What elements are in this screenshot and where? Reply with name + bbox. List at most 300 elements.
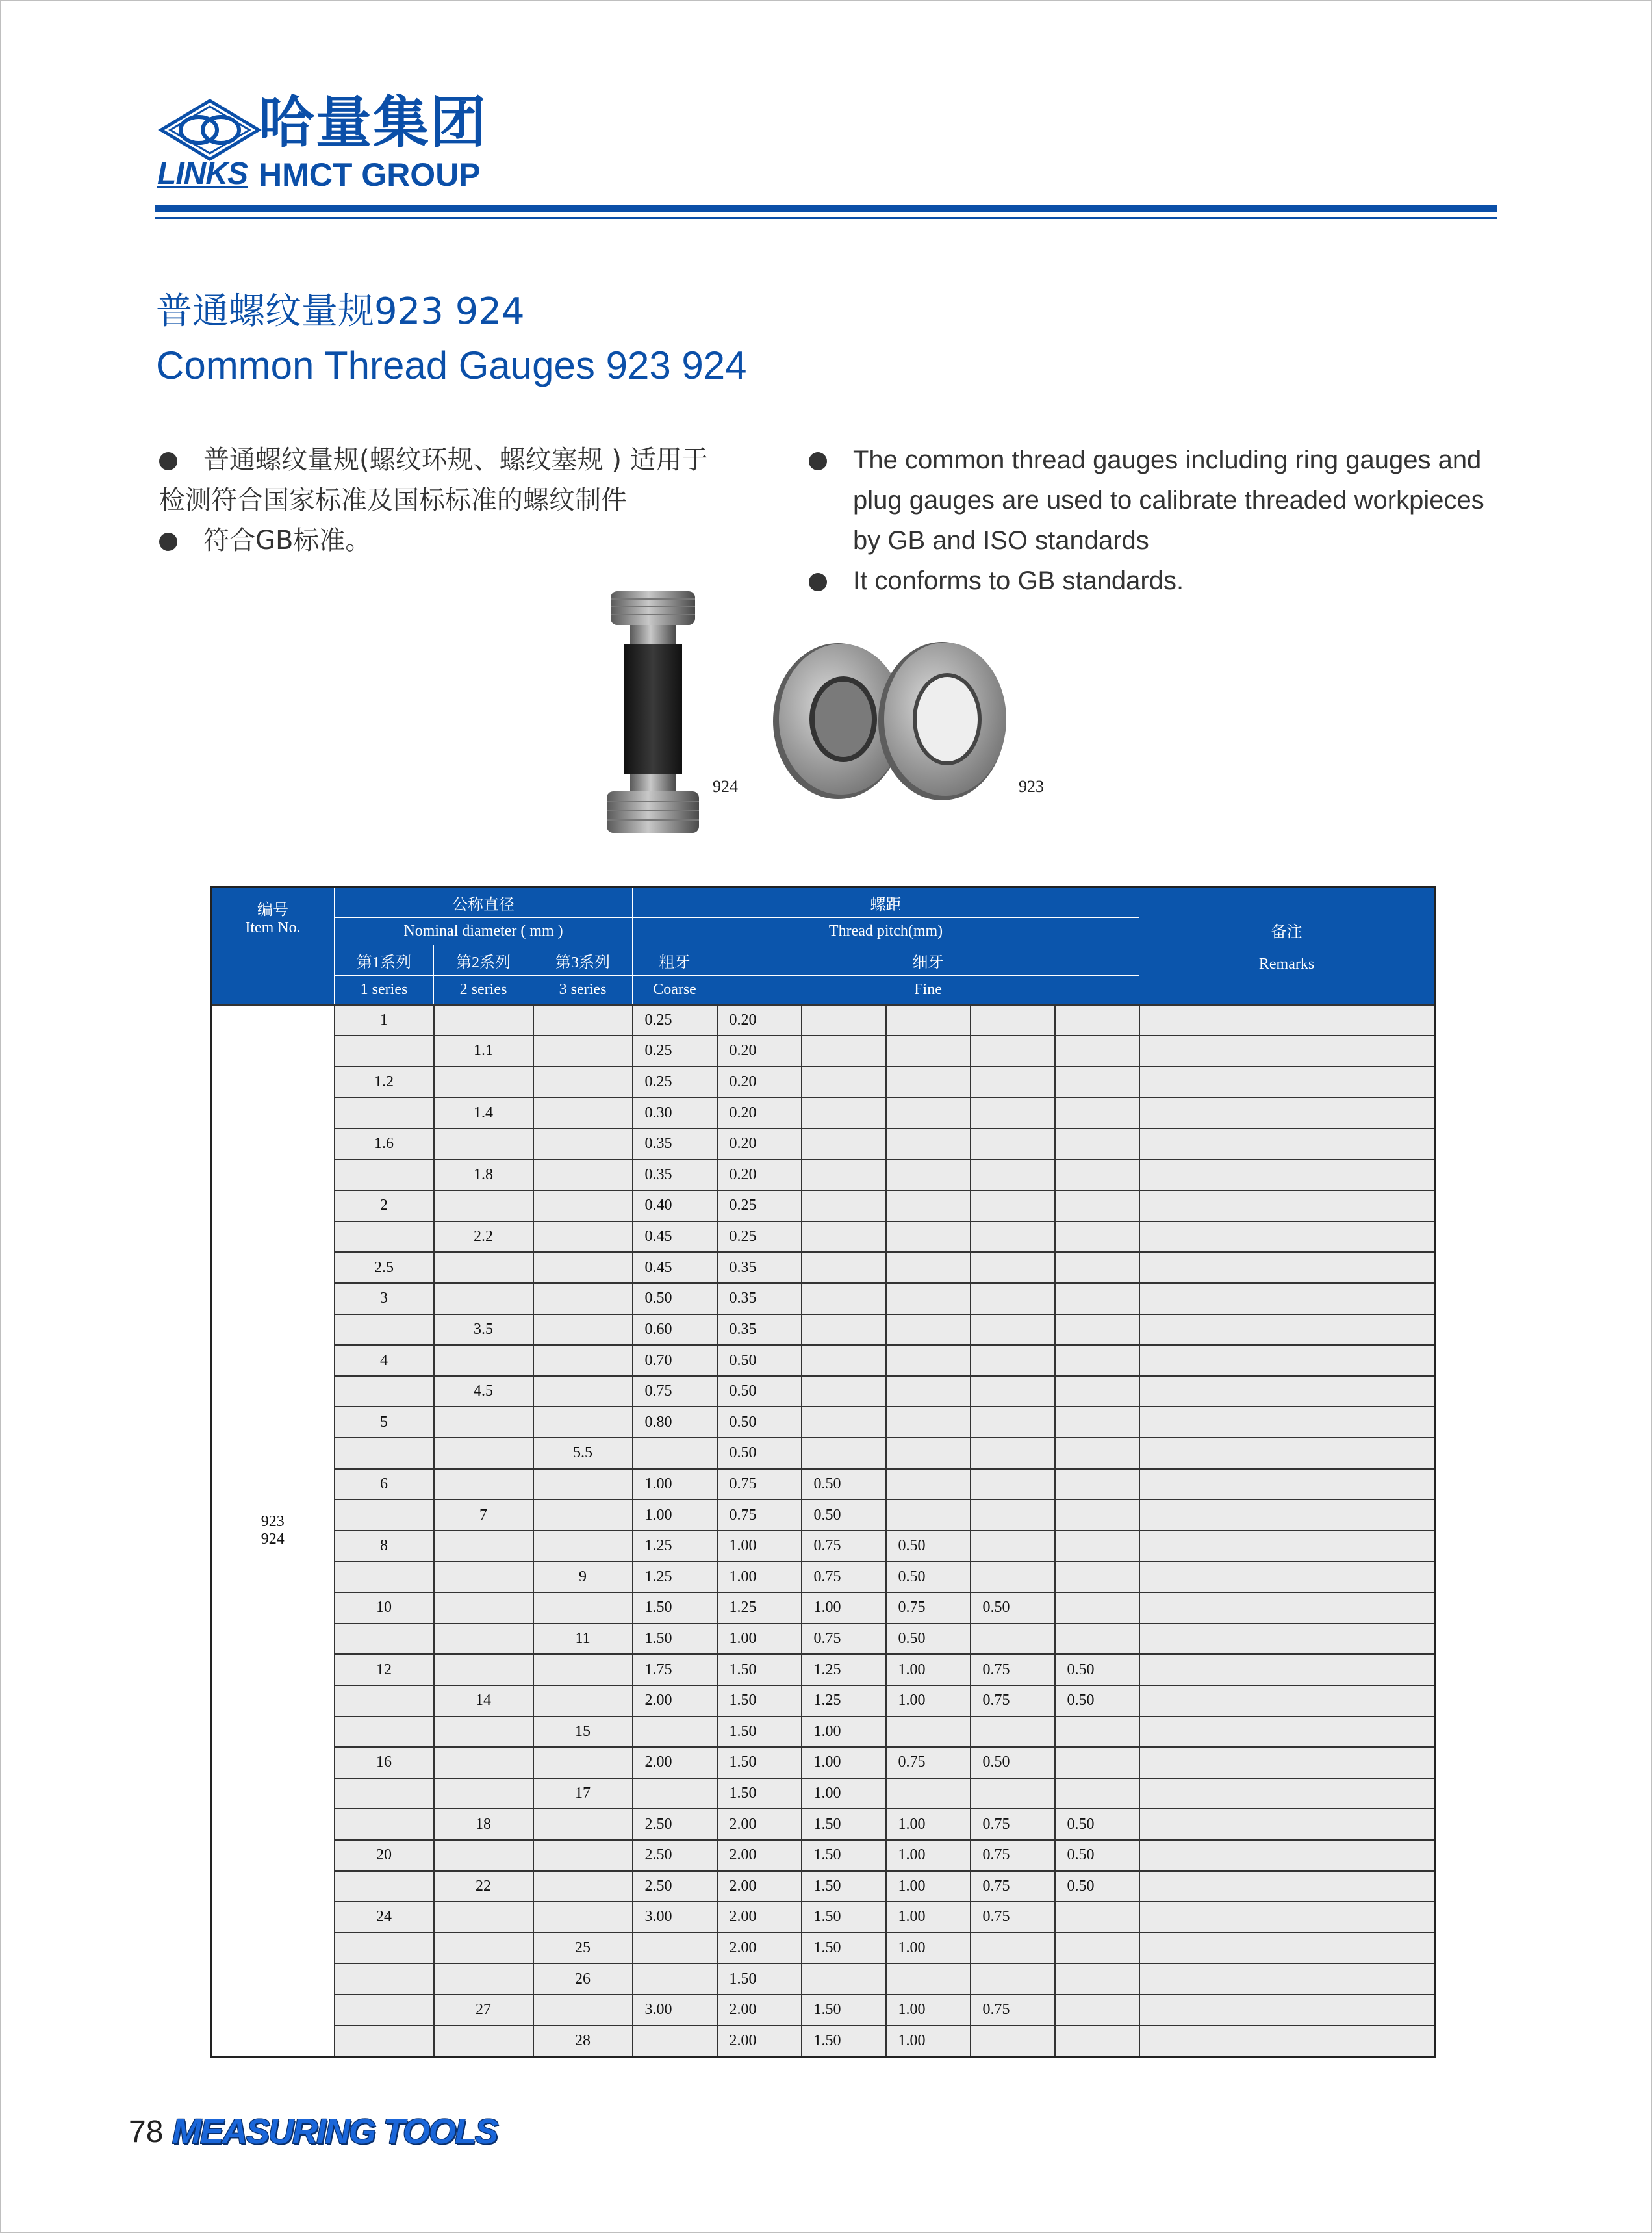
fine-pitch-cell: 0.75 — [971, 1871, 1055, 1902]
section-title: MEASURING TOOLS — [172, 2112, 498, 2151]
nominal-diameter-cell — [335, 1685, 434, 1716]
table-row — [211, 1036, 1435, 1067]
table-row — [211, 1685, 1435, 1716]
brand-links-logo: LINKS — [157, 157, 248, 191]
fine-pitch-cell: 0.75 — [717, 1499, 802, 1531]
fine-pitch-cell — [802, 1963, 886, 1995]
bullet-icon — [809, 452, 827, 470]
fine-pitch-cell: 1.50 — [802, 1809, 886, 1840]
fine-pitch-cell: 0.50 — [1055, 1685, 1139, 1716]
fine-pitch-cell: 1.50 — [717, 1778, 802, 1809]
coarse-pitch-cell: 1.00 — [633, 1469, 717, 1500]
table-row — [211, 1561, 1435, 1592]
fine-pitch-cell: 1.00 — [886, 1840, 971, 1871]
company-logo-icon — [155, 97, 265, 162]
fine-pitch-cell — [1055, 1160, 1139, 1191]
nominal-diameter-cell: 25 — [533, 1933, 633, 1964]
fine-pitch-cell — [886, 1469, 971, 1500]
fine-pitch-cell: 0.50 — [971, 1592, 1055, 1624]
nominal-diameter-cell — [533, 1840, 633, 1871]
nominal-diameter-cell — [533, 1067, 633, 1098]
fine-pitch-cell — [802, 1160, 886, 1191]
fine-pitch-cell — [1055, 1067, 1139, 1098]
table-row — [211, 1747, 1435, 1778]
fine-pitch-cell: 1.25 — [802, 1654, 886, 1685]
nominal-diameter-cell — [533, 1531, 633, 1562]
fine-pitch-cell — [886, 1345, 971, 1376]
fine-pitch-cell — [802, 1129, 886, 1160]
fine-pitch-cell — [886, 1438, 971, 1469]
nominal-diameter-cell: 5.5 — [533, 1438, 633, 1469]
fine-pitch-cell — [971, 1407, 1055, 1438]
nominal-diameter-cell: 28 — [533, 2026, 633, 2057]
fine-pitch-cell — [971, 1499, 1055, 1531]
nominal-diameter-cell — [335, 1221, 434, 1253]
fine-pitch-cell — [971, 1097, 1055, 1129]
coarse-pitch-cell: 1.50 — [633, 1624, 717, 1655]
fine-pitch-cell: 0.50 — [802, 1469, 886, 1500]
fine-pitch-cell — [886, 1190, 971, 1221]
nominal-diameter-cell — [335, 1871, 434, 1902]
desc-en-line: It conforms to GB standards. — [853, 567, 1184, 595]
remarks-cell — [1139, 1933, 1435, 1964]
fine-pitch-cell: 1.00 — [886, 1902, 971, 1933]
fine-pitch-cell — [802, 1407, 886, 1438]
nominal-diameter-cell — [533, 1190, 633, 1221]
series3-header-en: 3 series — [533, 976, 633, 1005]
fine-pitch-cell — [1055, 1283, 1139, 1314]
remarks-cell — [1139, 1902, 1435, 1933]
fine-pitch-cell — [802, 1438, 886, 1469]
coarse-pitch-cell: 2.00 — [633, 1685, 717, 1716]
table-row — [211, 2026, 1435, 2057]
table-row — [211, 1963, 1435, 1995]
nominal-diameter-cell — [434, 2026, 533, 2057]
nominal-diameter-cell: 11 — [533, 1624, 633, 1655]
nominal-diameter-cell — [533, 1376, 633, 1407]
table-row — [211, 1190, 1435, 1221]
fine-pitch-cell: 0.20 — [717, 1129, 802, 1160]
nominal-diameter-cell — [434, 1283, 533, 1314]
nominal-diameter-cell: 22 — [434, 1871, 533, 1902]
table-row — [211, 1097, 1435, 1129]
page-number: 78 — [129, 2115, 164, 2149]
remarks-cell — [1139, 1067, 1435, 1098]
fine-pitch-cell — [802, 1221, 886, 1253]
brand-name-cn: 哈量集团 — [259, 90, 487, 155]
nominal-diameter-cell — [434, 1005, 533, 1036]
nominal-diameter-cell — [335, 1778, 434, 1809]
fine-pitch-cell — [886, 1067, 971, 1098]
fine-pitch-cell — [1055, 1345, 1139, 1376]
remarks-cell — [1139, 1376, 1435, 1407]
nominal-diameter-cell: 6 — [335, 1469, 434, 1500]
fine-pitch-cell: 0.20 — [717, 1005, 802, 1036]
fine-pitch-cell: 0.75 — [971, 1840, 1055, 1871]
coarse-pitch-cell: 0.25 — [633, 1005, 717, 1036]
page-title-en: Common Thread Gauges 923 924 — [156, 344, 747, 387]
coarse-pitch-cell — [633, 1778, 717, 1809]
fine-pitch-cell — [1055, 1716, 1139, 1748]
coarse-pitch-cell: 2.50 — [633, 1809, 717, 1840]
coarse-pitch-cell: 2.50 — [633, 1871, 717, 1902]
fine-pitch-cell: 0.35 — [717, 1252, 802, 1283]
nominal-diameter-header-en: Nominal diameter ( mm ) — [335, 918, 633, 945]
nominal-diameter-cell — [434, 1252, 533, 1283]
series1-header-cn: 第1系列 — [335, 945, 434, 976]
fine-pitch-cell: 2.00 — [717, 1902, 802, 1933]
table-row — [211, 1624, 1435, 1655]
fine-pitch-cell — [971, 1778, 1055, 1809]
fine-pitch-cell — [1055, 1407, 1139, 1438]
fine-pitch-cell: 0.75 — [802, 1624, 886, 1655]
fine-pitch-cell: 2.00 — [717, 1933, 802, 1964]
remarks-cell — [1139, 1097, 1435, 1129]
remarks-cell — [1139, 1345, 1435, 1376]
fine-pitch-cell — [886, 1407, 971, 1438]
fine-pitch-cell: 0.75 — [971, 1685, 1055, 1716]
fine-pitch-cell: 1.00 — [886, 1933, 971, 1964]
nominal-diameter-cell: 26 — [533, 1963, 633, 1995]
fine-pitch-cell — [1055, 1190, 1139, 1221]
remarks-cell — [1139, 1190, 1435, 1221]
fine-pitch-cell: 1.00 — [886, 1871, 971, 1902]
fine-pitch-cell — [1055, 1438, 1139, 1469]
remarks-cell — [1139, 1716, 1435, 1748]
fine-pitch-cell: 0.50 — [717, 1407, 802, 1438]
nominal-diameter-cell — [335, 1314, 434, 1346]
fine-pitch-cell — [971, 1531, 1055, 1562]
fine-pitch-cell: 1.00 — [886, 1809, 971, 1840]
fine-pitch-cell: 0.25 — [717, 1221, 802, 1253]
nominal-diameter-cell — [533, 1252, 633, 1283]
coarse-pitch-cell: 0.40 — [633, 1190, 717, 1221]
nominal-diameter-cell: 1 — [335, 1005, 434, 1036]
nominal-diameter-cell — [434, 1902, 533, 1933]
coarse-header-en: Coarse — [633, 976, 717, 1005]
fine-pitch-cell — [1055, 1314, 1139, 1346]
fine-pitch-cell — [971, 1624, 1055, 1655]
coarse-pitch-cell — [633, 1716, 717, 1748]
fine-pitch-cell — [971, 1190, 1055, 1221]
item-no-value: 923 — [261, 1512, 285, 1530]
remarks-cell — [1139, 1561, 1435, 1592]
nominal-diameter-cell — [434, 1407, 533, 1438]
nominal-diameter-cell — [434, 1933, 533, 1964]
nominal-diameter-cell — [533, 1345, 633, 1376]
fine-pitch-cell — [886, 1283, 971, 1314]
nominal-diameter-cell — [434, 1778, 533, 1809]
nominal-diameter-cell — [434, 1438, 533, 1469]
remarks-cell — [1139, 1499, 1435, 1531]
fine-header-en: Fine — [717, 976, 1139, 1005]
fine-pitch-cell — [1055, 1252, 1139, 1283]
nominal-diameter-cell — [434, 1561, 533, 1592]
fine-pitch-cell — [971, 1561, 1055, 1592]
remarks-cell — [1139, 1747, 1435, 1778]
remarks-cell — [1139, 1624, 1435, 1655]
fine-pitch-cell — [802, 1252, 886, 1283]
nominal-diameter-cell — [533, 1160, 633, 1191]
fine-pitch-cell: 0.50 — [1055, 1871, 1139, 1902]
fine-header-cn: 细牙 — [717, 945, 1139, 976]
fine-pitch-cell — [802, 1345, 886, 1376]
fine-pitch-cell: 1.50 — [717, 1685, 802, 1716]
coarse-pitch-cell: 0.45 — [633, 1221, 717, 1253]
fine-pitch-cell: 0.25 — [717, 1190, 802, 1221]
fine-pitch-cell — [971, 1438, 1055, 1469]
fine-pitch-cell: 1.00 — [886, 1685, 971, 1716]
coarse-pitch-cell: 0.45 — [633, 1252, 717, 1283]
fine-pitch-cell: 1.00 — [717, 1624, 802, 1655]
fine-pitch-cell — [886, 1376, 971, 1407]
fine-pitch-cell — [971, 2026, 1055, 2057]
nominal-diameter-cell: 20 — [335, 1840, 434, 1871]
fine-pitch-cell: 0.50 — [1055, 1809, 1139, 1840]
fine-pitch-cell: 0.75 — [802, 1531, 886, 1562]
fine-pitch-cell — [971, 1160, 1055, 1191]
nominal-diameter-cell — [533, 1809, 633, 1840]
nominal-diameter-cell: 12 — [335, 1654, 434, 1685]
nominal-diameter-cell — [533, 1685, 633, 1716]
nominal-diameter-cell — [533, 1129, 633, 1160]
desc-en-line: plug gauges are used to calibrate threaded workpieces — [853, 486, 1484, 515]
remarks-cell — [1139, 2026, 1435, 2057]
thread-pitch-header-cn: 螺距 — [633, 887, 1139, 918]
nominal-diameter-cell — [533, 1283, 633, 1314]
fine-pitch-cell: 1.50 — [802, 1933, 886, 1964]
fine-pitch-cell — [1055, 1531, 1139, 1562]
fine-pitch-cell — [1055, 1469, 1139, 1500]
nominal-diameter-cell — [533, 1036, 633, 1067]
fine-pitch-cell: 0.50 — [971, 1747, 1055, 1778]
fine-pitch-cell — [971, 1314, 1055, 1346]
table-row — [211, 1592, 1435, 1624]
remarks-cell — [1139, 1314, 1435, 1346]
header-rule — [155, 205, 1497, 212]
table-row — [211, 1005, 1435, 1036]
fine-pitch-cell: 1.50 — [802, 2026, 886, 2057]
nominal-diameter-cell — [533, 1314, 633, 1346]
nominal-diameter-cell — [335, 1561, 434, 1592]
fine-pitch-cell — [971, 1005, 1055, 1036]
nominal-diameter-header-cn: 公称直径 — [335, 887, 633, 918]
coarse-pitch-cell: 0.70 — [633, 1345, 717, 1376]
coarse-pitch-cell: 1.25 — [633, 1531, 717, 1562]
fine-pitch-cell — [1055, 2026, 1139, 2057]
fine-pitch-cell — [1055, 1005, 1139, 1036]
nominal-diameter-cell — [533, 1499, 633, 1531]
nominal-diameter-cell: 3.5 — [434, 1314, 533, 1346]
nominal-diameter-cell: 24 — [335, 1902, 434, 1933]
nominal-diameter-cell: 1.6 — [335, 1129, 434, 1160]
fine-pitch-cell: 0.75 — [971, 1809, 1055, 1840]
ring-gauge-image — [767, 633, 1013, 809]
fine-pitch-cell — [971, 1036, 1055, 1067]
plug-gauge-label: 924 — [713, 777, 738, 796]
remarks-cell — [1139, 1871, 1435, 1902]
nominal-diameter-cell — [533, 1469, 633, 1500]
nominal-diameter-cell — [533, 1592, 633, 1624]
coarse-pitch-cell: 1.00 — [633, 1499, 717, 1531]
fine-pitch-cell — [802, 1190, 886, 1221]
nominal-diameter-cell: 9 — [533, 1561, 633, 1592]
fine-pitch-cell: 2.00 — [717, 2026, 802, 2057]
nominal-diameter-cell — [434, 1469, 533, 1500]
table-row — [211, 1067, 1435, 1098]
nominal-diameter-cell — [335, 1963, 434, 1995]
item-no-header: 编号 Item No. — [211, 887, 335, 945]
nominal-diameter-cell: 14 — [434, 1685, 533, 1716]
fine-pitch-cell — [971, 1067, 1055, 1098]
nominal-diameter-cell: 1.4 — [434, 1097, 533, 1129]
nominal-diameter-cell — [533, 1995, 633, 2026]
fine-pitch-cell: 0.50 — [886, 1561, 971, 1592]
nominal-diameter-cell: 2.5 — [335, 1252, 434, 1283]
fine-pitch-cell: 1.00 — [886, 1654, 971, 1685]
nominal-diameter-cell — [434, 1345, 533, 1376]
fine-pitch-cell — [802, 1067, 886, 1098]
table-row — [211, 1283, 1435, 1314]
fine-pitch-cell: 2.00 — [717, 1840, 802, 1871]
nominal-diameter-cell: 4 — [335, 1345, 434, 1376]
fine-pitch-cell — [1055, 1129, 1139, 1160]
nominal-diameter-cell: 18 — [434, 1809, 533, 1840]
nominal-diameter-cell — [335, 1376, 434, 1407]
fine-pitch-cell: 1.00 — [886, 2026, 971, 2057]
nominal-diameter-cell — [335, 1809, 434, 1840]
coarse-pitch-cell: 2.00 — [633, 1747, 717, 1778]
nominal-diameter-cell — [434, 1129, 533, 1160]
remarks-cell — [1139, 1963, 1435, 1995]
brand-name-en: HMCT GROUP — [259, 157, 481, 193]
coarse-pitch-cell: 0.50 — [633, 1283, 717, 1314]
fine-pitch-cell: 1.25 — [802, 1685, 886, 1716]
nominal-diameter-cell — [434, 1067, 533, 1098]
coarse-pitch-cell — [633, 1963, 717, 1995]
nominal-diameter-cell: 3 — [335, 1283, 434, 1314]
coarse-pitch-cell: 0.60 — [633, 1314, 717, 1346]
fine-pitch-cell: 0.75 — [971, 1654, 1055, 1685]
coarse-pitch-cell: 1.75 — [633, 1654, 717, 1685]
nominal-diameter-cell: 7 — [434, 1499, 533, 1531]
bullet-icon — [809, 573, 827, 591]
description-cn — [159, 440, 708, 561]
description-en — [809, 440, 1484, 601]
table-row — [211, 1499, 1435, 1531]
desc-en-line: by GB and ISO standards — [853, 526, 1149, 555]
remarks-cell — [1139, 1438, 1435, 1469]
fine-pitch-cell — [971, 1469, 1055, 1500]
fine-pitch-cell: 0.50 — [717, 1345, 802, 1376]
fine-pitch-cell: 0.20 — [717, 1067, 802, 1098]
nominal-diameter-cell — [434, 1716, 533, 1748]
table-row — [211, 1871, 1435, 1902]
fine-pitch-cell — [971, 1221, 1055, 1253]
nominal-diameter-cell: 1.1 — [434, 1036, 533, 1067]
fine-pitch-cell: 1.00 — [802, 1778, 886, 1809]
remarks-cell — [1139, 1531, 1435, 1562]
remarks-header: 备注 Remarks — [1139, 887, 1435, 1005]
table-row — [211, 1531, 1435, 1562]
fine-pitch-cell: 1.00 — [802, 1747, 886, 1778]
fine-pitch-cell — [971, 1129, 1055, 1160]
coarse-pitch-cell: 3.00 — [633, 1995, 717, 2026]
remarks-cell — [1139, 1283, 1435, 1314]
thread-pitch-header-en: Thread pitch(mm) — [633, 918, 1139, 945]
table-row — [211, 1438, 1435, 1469]
table-row — [211, 1654, 1435, 1685]
nominal-diameter-cell — [434, 1624, 533, 1655]
series1-header-en: 1 series — [335, 976, 434, 1005]
series2-header-cn: 第2系列 — [434, 945, 533, 976]
series3-header-cn: 第3系列 — [533, 945, 633, 976]
remarks-cell — [1139, 1160, 1435, 1191]
table-row — [211, 1345, 1435, 1376]
remarks-cell — [1139, 1469, 1435, 1500]
fine-pitch-cell: 1.50 — [802, 1902, 886, 1933]
fine-pitch-cell — [886, 1036, 971, 1067]
fine-pitch-cell — [1055, 1036, 1139, 1067]
fine-pitch-cell: 0.50 — [1055, 1840, 1139, 1871]
table-row — [211, 1314, 1435, 1346]
nominal-diameter-cell — [434, 1531, 533, 1562]
table-row — [211, 1840, 1435, 1871]
fine-pitch-cell: 0.75 — [971, 1902, 1055, 1933]
fine-pitch-cell — [1055, 1221, 1139, 1253]
nominal-diameter-cell: 2 — [335, 1190, 434, 1221]
fine-pitch-cell — [886, 1778, 971, 1809]
nominal-diameter-cell — [533, 1654, 633, 1685]
nominal-diameter-cell — [335, 1160, 434, 1191]
plug-gauge-image — [598, 585, 708, 845]
nominal-diameter-cell — [434, 1963, 533, 1995]
fine-pitch-cell: 1.00 — [802, 1592, 886, 1624]
nominal-diameter-cell: 8 — [335, 1531, 434, 1562]
thread-gauge-spec-table — [210, 886, 1436, 2058]
coarse-pitch-cell — [633, 1933, 717, 1964]
fine-pitch-cell — [802, 1283, 886, 1314]
coarse-pitch-cell — [633, 2026, 717, 2057]
coarse-pitch-cell: 0.25 — [633, 1036, 717, 1067]
fine-pitch-cell: 1.50 — [717, 1654, 802, 1685]
fine-pitch-cell — [1055, 1624, 1139, 1655]
remarks-cell — [1139, 1221, 1435, 1253]
fine-pitch-cell — [1055, 1376, 1139, 1407]
fine-pitch-cell: 0.75 — [802, 1561, 886, 1592]
fine-pitch-cell — [1055, 1995, 1139, 2026]
remarks-cell — [1139, 1036, 1435, 1067]
fine-pitch-cell — [971, 1376, 1055, 1407]
desc-cn-line: 符合GB标准。 — [203, 526, 372, 555]
fine-pitch-cell: 1.50 — [802, 1840, 886, 1871]
fine-pitch-cell — [886, 1314, 971, 1346]
remarks-cell — [1139, 1252, 1435, 1283]
coarse-pitch-cell: 0.35 — [633, 1160, 717, 1191]
fine-pitch-cell — [1055, 1963, 1139, 1995]
fine-pitch-cell: 0.20 — [717, 1036, 802, 1067]
table-row — [211, 1716, 1435, 1748]
fine-pitch-cell — [1055, 1933, 1139, 1964]
nominal-diameter-cell — [434, 1654, 533, 1685]
nominal-diameter-cell — [533, 1407, 633, 1438]
coarse-pitch-cell: 1.50 — [633, 1592, 717, 1624]
fine-pitch-cell: 1.00 — [717, 1561, 802, 1592]
fine-pitch-cell — [1055, 1592, 1139, 1624]
fine-pitch-cell: 1.50 — [802, 1995, 886, 2026]
bullet-icon — [159, 452, 177, 470]
item-no-spacer — [211, 945, 335, 1005]
